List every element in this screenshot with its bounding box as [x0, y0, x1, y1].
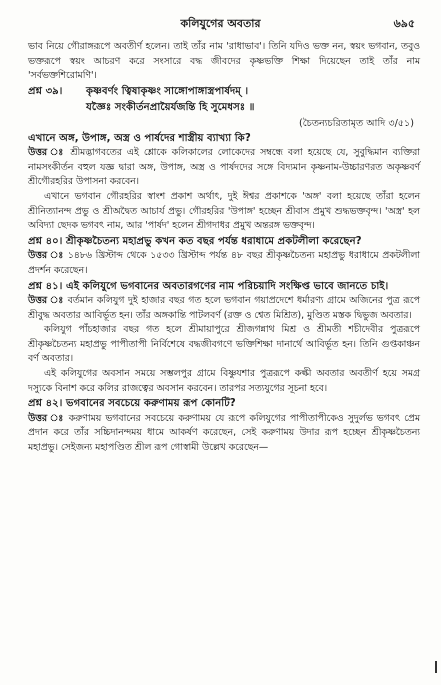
answer-label: উত্তর ঃ: [28, 295, 64, 307]
verse-line-2: যজ্ঞৈঃ সংকীর্তনপ্রায়ৈর্যজন্তি হি সুমেধসঃ ॥: [86, 101, 255, 113]
question-42-text: ভগবানের সবচেয়ে করুণাময় রূপ কোনটি?: [66, 398, 236, 410]
question-42-label: প্রশ্ন ৪২।: [28, 398, 63, 410]
question-41-label: প্রশ্ন ৪১।: [28, 280, 63, 292]
answer-label: উত্তর ঃ: [28, 250, 64, 262]
answer-40-text: ১৪৮৬ খ্রিস্টাব্দ থেকে ১৫৩৩ খ্রিস্টাব্দ পর্যন্ত ৪৮ বছর শ্রীকৃষ্ণচৈতন্য মহাপ্রভু ধরাধামে প্রকটলীলা প্রদর্শন করেছেন।: [28, 250, 420, 276]
paragraph-continuation: ভাব নিয়ে গৌরাঙ্গরূপে অবতীর্ণ হলেন। তাই তাঁর নাম 'রাধাভাব'। তিনি যদিও ভক্ত নন, স্বয়ং ভগবান, তবুও ভক্তরূপে স্বয়ং আচরণ করে সংসারে বদ্ধ জীবদের কৃষ্ণভক্তি শিক্ষা দিয়েছেন তাই তাঁর নাম 'সর্বভক্তশিরোমণি'।: [28, 41, 420, 82]
answer-41-text-1: বর্তমান কলিযুগ দুই হাজার বছর গত হলে ভগবান গয়াপ্রদেশে ধর্মারণ্য গ্রামে অজিনের পুত্র রূপে শ্রীবুদ্ধ অবতার আবির্ভূত হন। তাঁর অঙ্গকান্তি পাটলবর্ণ (রক্ত ও শ্বেত মিশ্রিত), মুণ্ডিত মস্তক দ্বিভুজ অবতার।: [28, 295, 420, 321]
page-number: ৬৯৫: [393, 17, 415, 30]
verse-line-1: কৃষ্ণবর্ণং ত্বিষাকৃষ্ণং সাঙ্গোপাঙ্গাস্ত্রপার্ষদম্ ।: [86, 85, 249, 97]
question-40: [28, 234, 420, 250]
answer-label: উত্তর ঃ: [28, 147, 66, 159]
question-39-text: এখানে অঙ্গ, উপাঙ্গ, অস্ত্র ও পার্ষদের শাস্ত্রীয় ব্যাখ্যা কি?: [28, 132, 251, 144]
running-title: কলিযুগের অবতার: [180, 17, 261, 30]
page-body: [28, 40, 420, 455]
answer-39-paragraph-1: [28, 146, 420, 190]
question-41-text: এই কলিযুগে ভগবানের অবতারগণের নাম পরিচয়াদি সংক্ষিপ্ত ভাবে জানতে চাই।: [65, 280, 389, 292]
answer-40-paragraph: [28, 249, 420, 278]
question-39-label: প্রশ্ন ৩৯।: [28, 85, 63, 97]
answer-41-paragraph-1: [28, 294, 420, 323]
answer-41-paragraph-2: কলিযুগ পাঁচহাজার বছর গত হলে শ্রীমায়াপুরে শ্রীজগন্নাথ মিশ্র ও শ্রীমতী শচীদেবীর পুত্ররূপে শ্রীকৃষ্ণচৈতন্য মহাপ্রভু পাপীতাপী নির্বিশেষে বদ্ধজীবগণে ভক্তিশিক্ষা দানার্থে আবির্ভূত হন। তিনি গুপ্তকাঞ্চন বর্ণ অবতার।: [28, 324, 420, 365]
answer-41-paragraph-3: এই কলিযুগের অবসান সময়ে সম্ভলপুর গ্রামে বিষ্ণুযশার পুত্ররূপে কল্কী অবতার অবতীর্ণ হয়ে সমগ্র দস্যুকে বিনাশ করে কলির রাজত্বের অবসান করবেন। তারপর সত্যযুগের সূচনা হবে।: [28, 368, 420, 394]
answer-39-text-1: শ্রীমদ্ভাগবতের এই শ্লোকে কলিকালের লোকেদের সম্বন্ধে বলা হয়েছে যে, সুবুদ্ধিমান ব্যক্তিরা নামসংকীর্তন বহুল যজ্ঞ দ্বারা অঙ্গ, উপাঙ্গ, অস্ত্র ও পার্ষদদের সঙ্গে বিদ্যমান কৃষ্ণনাম-উচ্চারণরত অকৃষ্ণবর্ণ শ্রীগৌরহরির উপাসনা করবেন।: [28, 147, 420, 188]
question-40-label: প্রশ্ন ৪০।: [28, 235, 63, 247]
margin-mark: [435, 661, 437, 673]
question-41: [28, 279, 420, 295]
question-42: [28, 396, 420, 412]
question-40-text: শ্রীকৃষ্ণচৈতন্য মহাপ্রভু কখন কত বছর পর্যন্ত ধরাধামে প্রকটলীলা করেছেন?: [66, 235, 362, 247]
page-header: [0, 16, 441, 32]
answer-42-text: করুণাময় ভগবানের সবচেয়ে করুণাময় যে রূপে কলিযুগের পাপীতাপীকেও সুদুর্লভ ভগবৎ প্রেম প্রদান করে তাঁর সচ্চিদানন্দময় ধামে আকর্ষণ করেছেন, সেই করুণাময় উদার রূপ হচ্ছেন শ্রীকৃষ্ণচৈতন্য মহাপ্রভু। সেইজন্য মহাপণ্ডিত শ্রীল রূপ গোস্বামী উল্লেখ করেছেন—: [28, 412, 420, 453]
answer-39-paragraph-2: এখানে ভগবান গৌরহরির স্বাংশ প্রকাশ অর্থাৎ, দুই ঈশ্বর প্রকাশকে 'অঙ্গ' বলা হয়েছে তাঁরা হলেন শ্রীনিত্যানন্দ প্রভু ও শ্রীঅদ্বৈত আচার্য প্রভু। গৌরহরির 'উপাঙ্গ' হচ্ছেন শ্রীবাস প্রমুখ শুদ্ধভক্তবৃন্দ। 'অস্ত্র' হল অবিদ্যা ছেদক ভগবৎ নাম, আর 'পার্ষদ' হলেন শ্রীগদাধর প্রমুখ অন্তরঙ্গ ভক্তবৃন্দ।: [28, 191, 420, 232]
verse-block: [28, 84, 420, 100]
answer-label: উত্তর ঃ: [28, 412, 65, 424]
verse-citation: (চৈতন্যচরিতামৃত আদি ৩/৫১): [299, 117, 414, 129]
answer-42-paragraph: [28, 412, 420, 456]
